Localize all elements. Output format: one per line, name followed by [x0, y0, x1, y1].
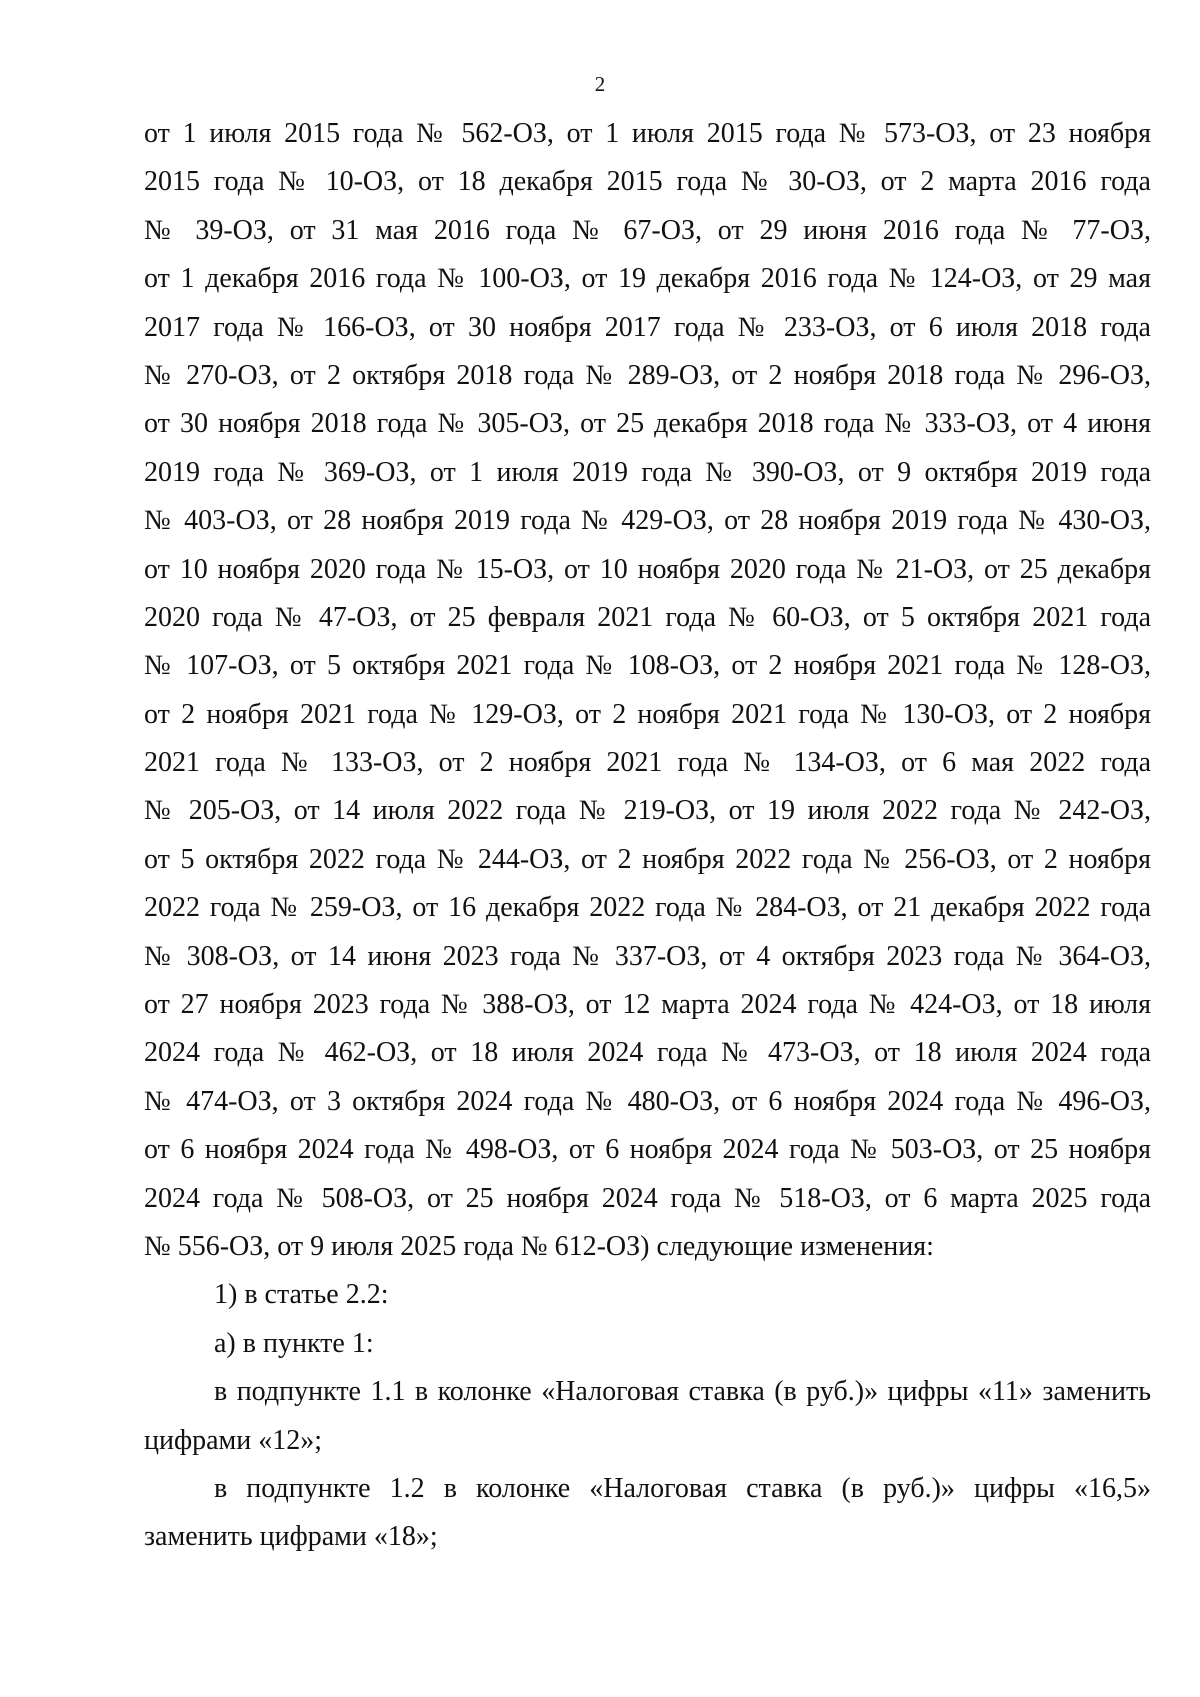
text-line: № 474-ОЗ, от 3 октября 2024 года № 480-ОЗ, от 6 ноября 2024 года № 496-ОЗ,: [144, 1085, 1151, 1117]
text-line: цифрами «12»;: [144, 1424, 323, 1456]
text-line: от 27 ноября 2023 года № 388-ОЗ, от 12 марта 2024 года № 424-ОЗ, от 18 июля: [144, 989, 1151, 1021]
text-line: от 6 ноября 2024 года № 498-ОЗ, от 6 ноября 2024 года № 503-ОЗ, от 25 ноября: [144, 1134, 1151, 1166]
text-line: № 270-ОЗ, от 2 октября 2018 года № 289-ОЗ, от 2 ноября 2018 года № 296-ОЗ,: [144, 359, 1151, 391]
text-line: 2024 года № 508-ОЗ, от 25 ноября 2024 года № 518-ОЗ, от 6 марта 2025 года: [144, 1182, 1151, 1214]
text-line: № 107-ОЗ, от 5 октября 2021 года № 108-ОЗ, от 2 ноября 2021 года № 128-ОЗ,: [144, 650, 1151, 682]
text-line: заменить цифрами «18»;: [144, 1521, 438, 1553]
text-line: № 205-ОЗ, от 14 июля 2022 года № 219-ОЗ, от 19 июля 2022 года № 242-ОЗ,: [144, 795, 1151, 827]
page-number: 2: [594, 72, 606, 96]
text-line: № 556-ОЗ, от 9 июля 2025 года № 612-ОЗ) следующие изменения:: [144, 1230, 934, 1262]
text-line: а) в пункте 1:: [214, 1327, 374, 1359]
text-line: 2022 года № 259-ОЗ, от 16 декабря 2022 года № 284-ОЗ, от 21 декабря 2022 года: [144, 892, 1151, 924]
text-line: 2021 года № 133-ОЗ, от 2 ноября 2021 года № 134-ОЗ, от 6 мая 2022 года: [144, 747, 1151, 779]
document-body: [144, 110, 1151, 1562]
text-line: от 1 июля 2015 года № 562-ОЗ, от 1 июля 2015 года № 573-ОЗ, от 23 ноября: [144, 118, 1151, 149]
text-line: 1) в статье 2.2:: [214, 1279, 389, 1311]
text-line: 2017 года № 166-ОЗ, от 30 ноября 2017 года № 233-ОЗ, от 6 июля 2018 года: [144, 311, 1151, 343]
text-line: в подпункте 1.2 в колонке «Налоговая ставка (в руб.)» цифры «16,5»: [214, 1472, 1151, 1504]
text-line: от 2 ноября 2021 года № 129-ОЗ, от 2 ноября 2021 года № 130-ОЗ, от 2 ноября: [144, 698, 1151, 730]
text-line: от 5 октября 2022 года № 244-ОЗ, от 2 ноября 2022 года № 256-ОЗ, от 2 ноября: [144, 843, 1151, 875]
text-line: 2015 года № 10-ОЗ, от 18 декабря 2015 года № 30-ОЗ, от 2 марта 2016 года: [144, 166, 1151, 198]
text-line: 2019 года № 369-ОЗ, от 1 июля 2019 года № 390-ОЗ, от 9 октября 2019 года: [144, 456, 1151, 488]
text-line: № 403-ОЗ, от 28 ноября 2019 года № 429-ОЗ, от 28 ноября 2019 года № 430-ОЗ,: [144, 505, 1151, 537]
text-line: от 30 ноября 2018 года № 305-ОЗ, от 25 декабря 2018 года № 333-ОЗ, от 4 июня: [144, 408, 1151, 440]
text-line: 2024 года № 462-ОЗ, от 18 июля 2024 года № 473-ОЗ, от 18 июля 2024 года: [144, 1037, 1151, 1069]
text-line: № 39-ОЗ, от 31 мая 2016 года № 67-ОЗ, от 29 июня 2016 года № 77-ОЗ,: [144, 214, 1151, 246]
text-line: № 308-ОЗ, от 14 июня 2023 года № 337-ОЗ, от 4 октября 2023 года № 364-ОЗ,: [144, 940, 1151, 972]
text-line: 2020 года № 47-ОЗ, от 25 февраля 2021 года № 60-ОЗ, от 5 октября 2021 года: [144, 601, 1151, 633]
text-line: в подпункте 1.1 в колонке «Налоговая ставка (в руб.)» цифры «11» заменить: [214, 1376, 1151, 1408]
text-line: от 10 ноября 2020 года № 15-ОЗ, от 10 ноября 2020 года № 21-ОЗ, от 25 декабря: [144, 553, 1151, 585]
text-line: от 1 декабря 2016 года № 100-ОЗ, от 19 декабря 2016 года № 124-ОЗ, от 29 мая: [144, 263, 1151, 295]
